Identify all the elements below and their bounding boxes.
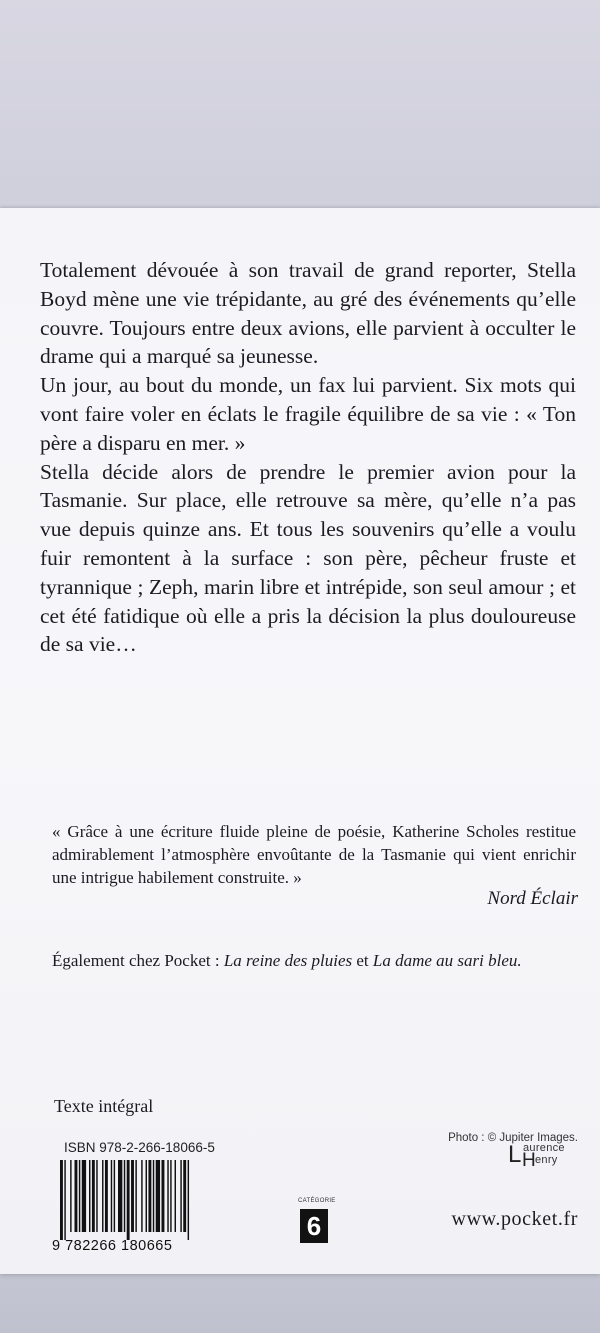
background-surface-bottom [0, 1270, 600, 1333]
barcode-bar [79, 1160, 80, 1232]
barcode-bar [131, 1160, 134, 1232]
also-title: La dame au sari bleu. [372, 951, 522, 970]
barcode-bar [156, 1160, 160, 1232]
integral-text-label: Texte intégral [54, 1096, 154, 1116]
barcode-bar [153, 1160, 154, 1232]
logo-text: enry [535, 1154, 558, 1166]
barcode [58, 1160, 254, 1240]
barcode-bar [118, 1160, 122, 1232]
barcode-bar [64, 1160, 65, 1240]
barcode-bar [183, 1160, 186, 1232]
synopsis [40, 256, 576, 659]
barcode-bar [141, 1160, 142, 1232]
barcode-bar [82, 1160, 86, 1232]
also-by-author [52, 948, 578, 973]
also-title: La reine des pluies [223, 951, 353, 970]
barcode-bar [167, 1160, 168, 1232]
barcode-bar [135, 1160, 136, 1232]
designer-logo [508, 1142, 580, 1170]
review-source: Nord Éclair [487, 888, 578, 909]
logo-initial: L [508, 1141, 522, 1168]
also-prefix: Également chez Pocket : [52, 951, 224, 970]
isbn: ISBN 978-2-266-18066-5 [64, 1140, 215, 1155]
barcode-bar [92, 1160, 95, 1232]
logo-initial: H [522, 1150, 536, 1171]
barcode-bar [70, 1160, 71, 1232]
barcode-bar [96, 1160, 97, 1232]
book-back-cover [0, 208, 600, 1274]
category-number: 6 [300, 1209, 328, 1243]
synopsis-paragraph: Totalement dévouée à son travail de grand reporter, Stella Boyd mène une vie trépidante, au gré des événements qu’elle couvre. Toujours entre deux avions, elle parvient à occulter le drame qui a marqué sa jeunesse. [40, 258, 576, 369]
background-surface-top [0, 0, 600, 215]
barcode-bar [170, 1160, 171, 1232]
barcode-bar [124, 1160, 125, 1232]
barcode-bar [105, 1160, 108, 1232]
barcode-bar [162, 1160, 165, 1232]
barcode-bar [188, 1160, 189, 1240]
barcode-bar [102, 1160, 103, 1232]
barcode-digits: 9 782266 180665 [52, 1238, 173, 1254]
barcode-bar [127, 1160, 130, 1240]
synopsis-paragraph: Stella décide alors de prendre le premier avion pour la Tasmanie. Sur place, elle retrouve sa mère, qu’elle n’a pas vue depuis quinze ans. Et tous les souvenirs qu’elle a voulu fuir remontent à la surface : son père, pêcheur fruste et tyrannique ; Zeph, marin libre et intrépide, son seul amour ; et cet été fatidique où elle a pris la décision la plus douloureuse de sa vie… [40, 459, 576, 657]
logo-text: aurence [523, 1142, 565, 1154]
barcode-bar [75, 1160, 78, 1232]
website-link[interactable]: www.pocket.fr [451, 1208, 578, 1230]
photo-credit: Photo : © Jupiter Images. [448, 1132, 578, 1144]
also-connector: et [352, 951, 373, 970]
barcode-bar [180, 1160, 181, 1232]
barcode-bar [111, 1160, 112, 1232]
barcode-bar [175, 1160, 176, 1232]
barcode-bar [114, 1160, 115, 1232]
barcode-bar [146, 1160, 147, 1232]
category-label: CATÉGORIE [298, 1198, 336, 1204]
price-category [298, 1198, 338, 1246]
barcode-bar [60, 1160, 63, 1240]
barcode-bar [89, 1160, 90, 1232]
review-quote: « Grâce à une écriture fluide pleine de poésie, Katherine Scholes restitue admirablement l’atmosphère envoûtante de la Tasmanie qui vient enrichir une intrigue habilement construite. » [52, 822, 576, 887]
synopsis-paragraph: Un jour, au bout du monde, un fax lui parvient. Six mots qui vont faire voler en éclats le fragile équilibre de sa vie : « Ton père a disparu en mer. » [40, 373, 576, 455]
barcode-bar [148, 1160, 151, 1232]
